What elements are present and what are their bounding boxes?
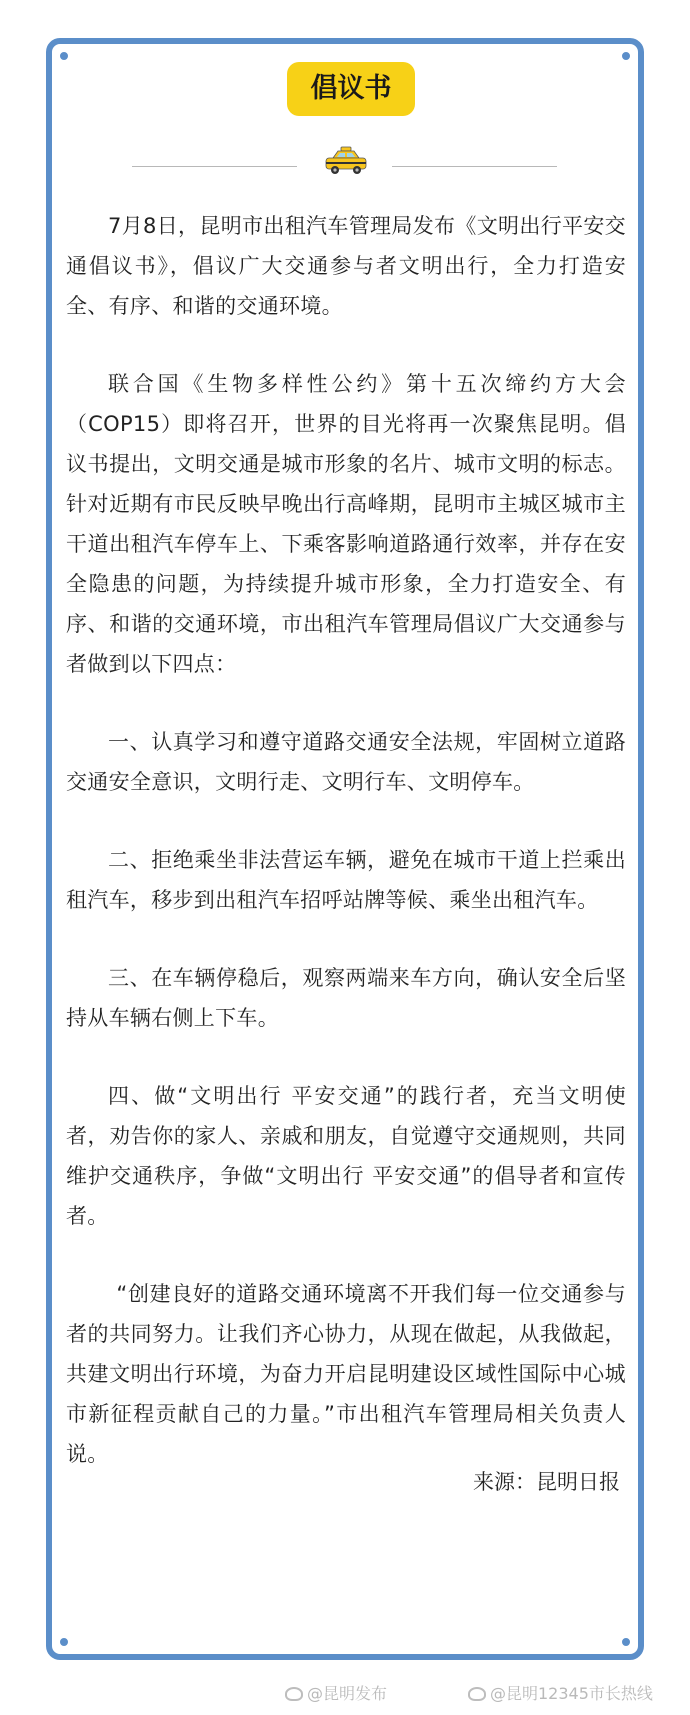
source-credit: 来源：昆明日报: [473, 1470, 620, 1494]
corner-dot-icon: [58, 50, 70, 62]
title-divider-left: [132, 166, 297, 167]
document-frame: [46, 38, 644, 1660]
corner-dot-icon: [620, 1636, 632, 1648]
paragraph: 三、在车辆停稳后，观察两端来车方向，确认安全后坚持从车辆右侧上下车。: [66, 966, 626, 1030]
watermark-text: @昆明发布: [307, 1684, 388, 1703]
watermark: [285, 1682, 387, 1706]
corner-dot-icon: [58, 1636, 70, 1648]
paragraph: “创建良好的道路交通环境离不开我们每一位交通参与者的共同努力。让我们齐心协力，从现在做起，从我做起，共建文明出行环境，为奋力开启昆明建设区域性国际中心城市新征程贡献自己的力量。”市出租汽车管理局相关负责人说。: [66, 1282, 626, 1466]
paragraph: 7月8日，昆明市出租汽车管理局发布《文明出行平安交通倡议书》，倡议广大交通参与者文明出行，全力打造安全、有序、和谐的交通环境。: [66, 214, 626, 318]
document-body: [66, 206, 626, 1512]
weibo-icon: [285, 1687, 303, 1701]
taxi-icon: [322, 146, 370, 176]
paragraph: 联合国《生物多样性公约》第十五次缔约方大会（COP15）即将召开，世界的目光将再一次聚焦昆明。倡议书提出，文明交通是城市形象的名片、城市文明的标志。针对近期有市民反映早晚出行高峰期，昆明市主城区城市主干道出租汽车停车上、下乘客影响道路通行效率，并存在安全隐患的问题，为持续提升城市形象，全力打造安全、有序、和谐的交通环境，市出租汽车管理局倡议广大交通参与者做到以下四点：: [66, 372, 626, 676]
weibo-icon: [468, 1687, 486, 1701]
watermark-text: @昆明12345市长热线: [490, 1684, 653, 1703]
corner-dot-icon: [620, 50, 632, 62]
title-divider-right: [392, 166, 557, 167]
paragraph: 一、认真学习和遵守道路交通安全法规，牢固树立道路交通安全意识，文明行走、文明行车、文明停车。: [66, 730, 626, 794]
watermark: [468, 1682, 653, 1706]
document-title: 倡议书: [287, 62, 415, 116]
paragraph: 二、拒绝乘坐非法营运车辆，避免在城市干道上拦乘出租汽车，移步到出租汽车招呼站牌等候、乘坐出租汽车。: [66, 848, 626, 912]
paragraph: 四、做“文明出行 平安交通”的践行者，充当文明使者，劝告你的家人、亲戚和朋友，自觉遵守交通规则，共同维护交通秩序，争做“文明出行 平安交通”的倡导者和宣传者。: [66, 1084, 626, 1228]
